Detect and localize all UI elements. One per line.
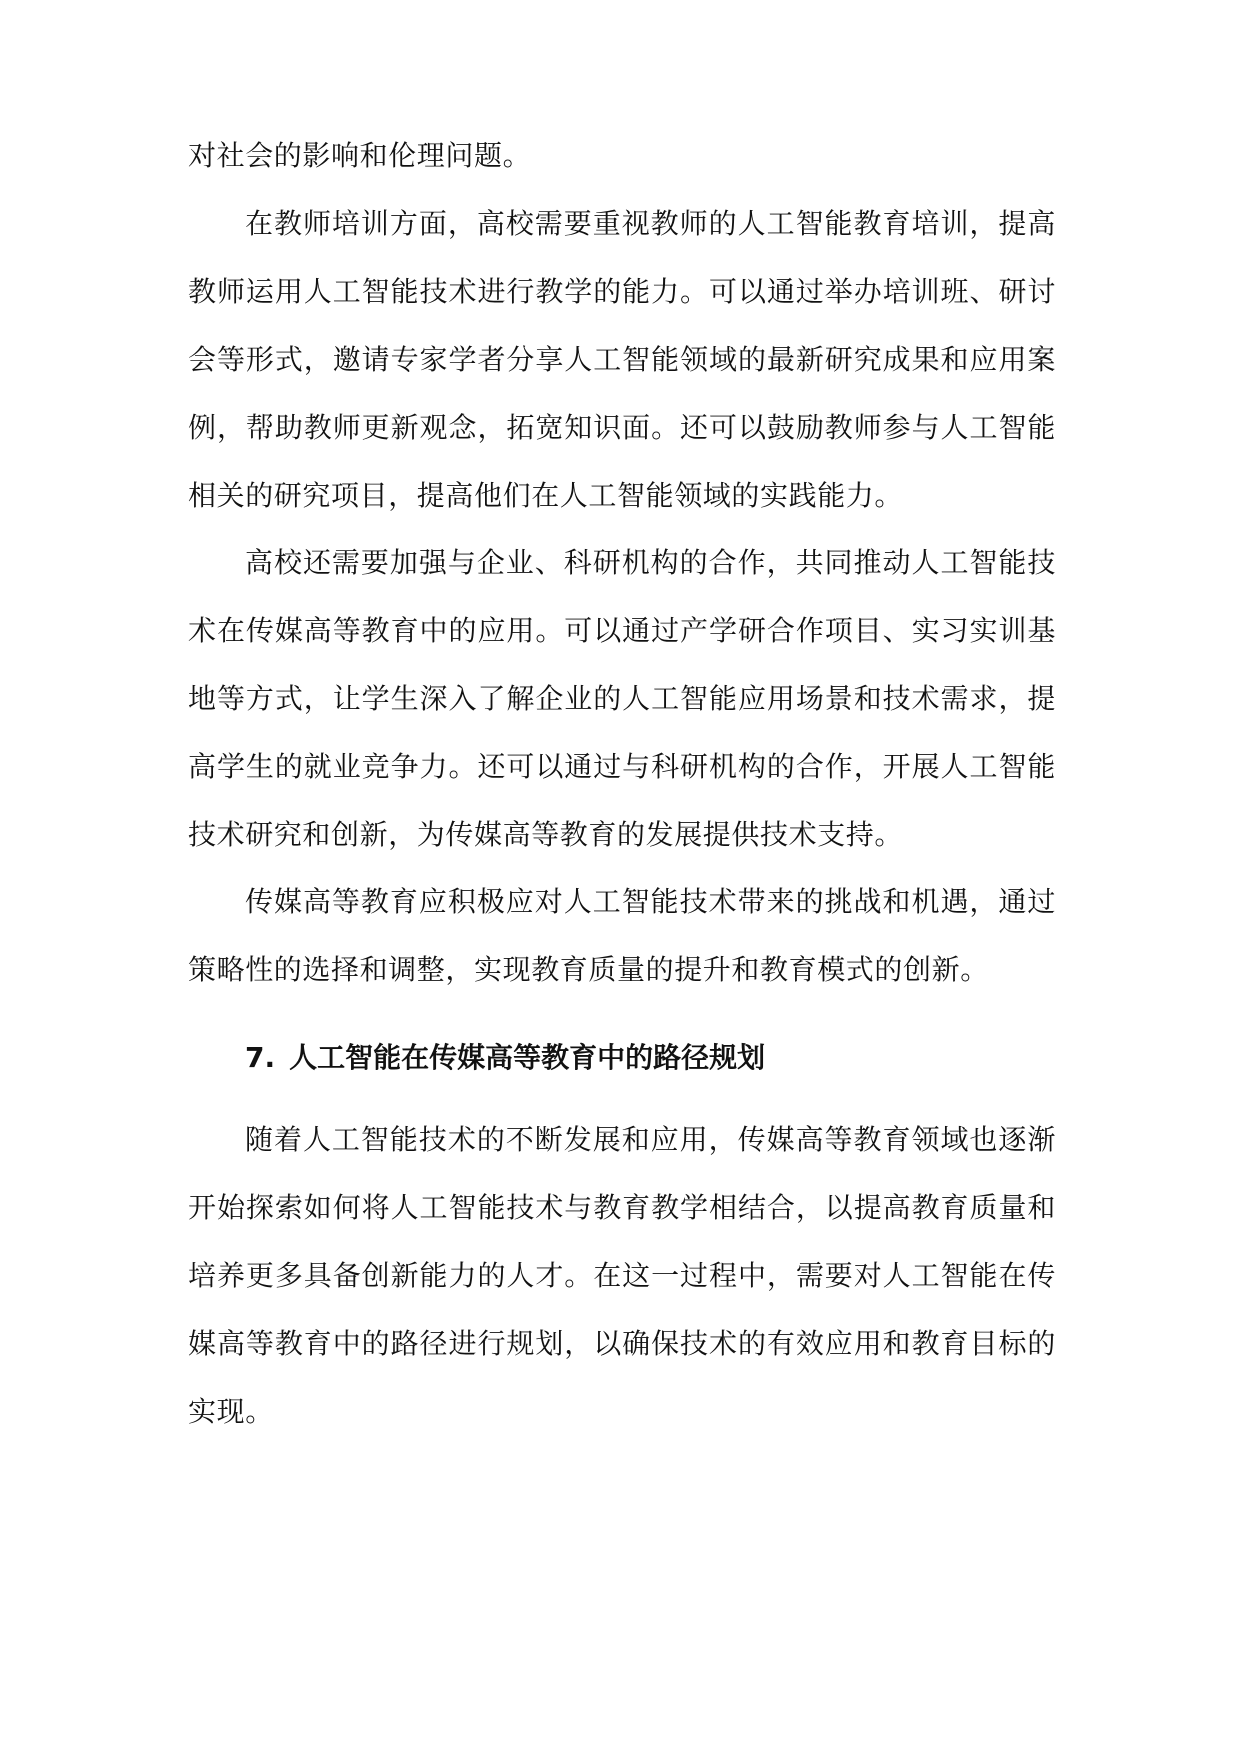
paragraph-challenges: 传媒高等教育应积极应对人工智能技术带来的挑战和机遇，通过策略性的选择和调整，实现教育质量的提升和教育模式的创新。 (188, 885, 1056, 986)
section-heading (245, 1038, 1056, 1078)
paragraph-teacher-training: 在教师培训方面，高校需要重视教师的人工智能教育培训，提高教师运用人工智能技术进行教学的能力。可以通过举办培训班、研讨会等形式，邀请专家学者分享人工智能领域的最新研究成果和应用案例，帮助教师更新观念，拓宽知识面。还可以鼓励教师参与人工智能相关的研究项目，提高他们在人工智能领域的实践能力。 (188, 207, 1056, 512)
paragraph-continuation: 对社会的影响和伦理问题。 (188, 139, 532, 172)
paragraph-industry-cooperation: 高校还需要加强与企业、科研机构的合作，共同推动人工智能技术在传媒高等教育中的应用。可以通过产学研合作项目、实习实训基地等方式，让学生深入了解企业的人工智能应用场景和技术需求，提高学生的就业竞争力。还可以通过与科研机构的合作，开展人工智能技术研究和创新，为传媒高等教育的发展提供技术支持。 (188, 546, 1056, 851)
section-number: 7. (245, 1041, 276, 1074)
paragraph-path-planning: 随着人工智能技术的不断发展和应用，传媒高等教育领域也逐渐开始探索如何将人工智能技术与教育教学相结合，以提高教育质量和培养更多具备创新能力的人才。在这一过程中，需要对人工智能在传媒高等教育中的路径进行规划，以确保技术的有效应用和教育目标的实现。 (188, 1123, 1056, 1428)
section-title: 人工智能在传媒高等教育中的路径规划 (289, 1041, 766, 1074)
